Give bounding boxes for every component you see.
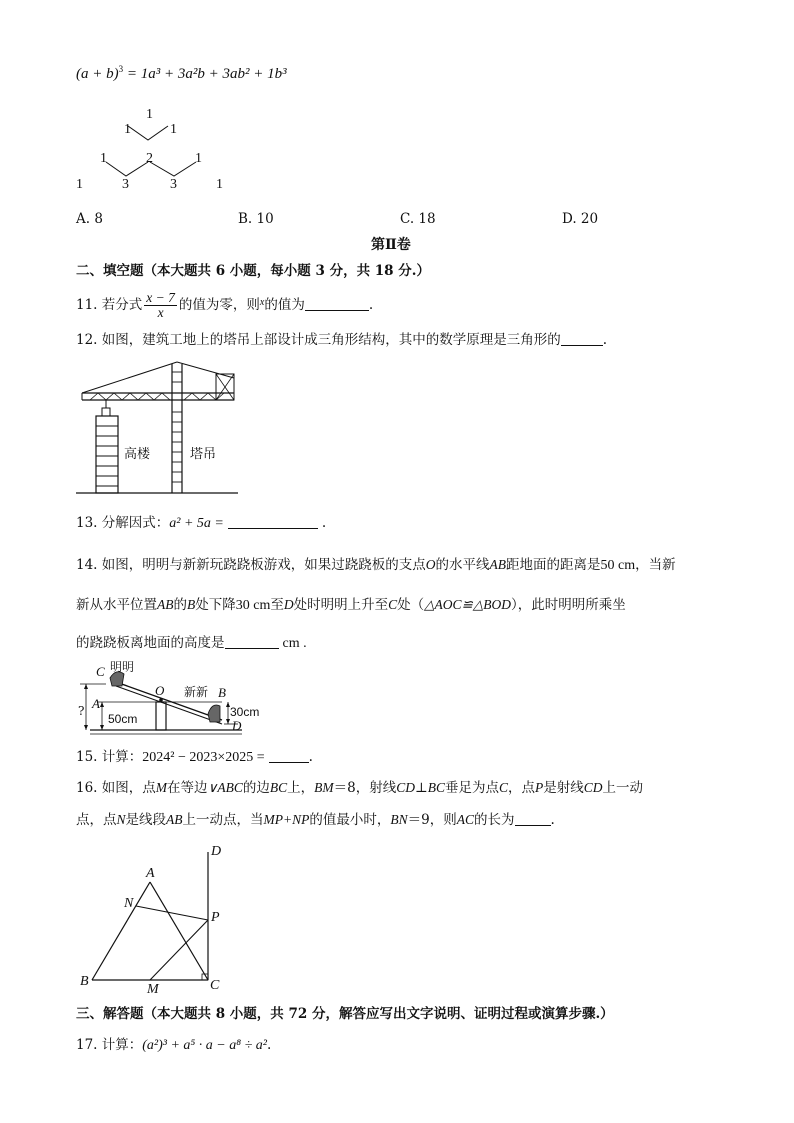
pascal-row3-2: 2 bbox=[146, 151, 153, 166]
q17-end: . bbox=[267, 1037, 272, 1053]
label-crane: 塔吊 bbox=[190, 447, 217, 462]
q15-prefix: 15. 计算： bbox=[76, 749, 143, 765]
q14-l3-unit: cm . bbox=[282, 636, 307, 651]
question-12 bbox=[76, 331, 607, 349]
seesaw-label-D: D bbox=[232, 718, 242, 733]
q12-answer-blank[interactable] bbox=[561, 332, 603, 346]
q14-l2-B: B bbox=[187, 597, 196, 612]
seesaw-label-mingming: 明明 bbox=[110, 660, 135, 674]
question-17 bbox=[76, 1036, 271, 1055]
q16-l2-end: . bbox=[550, 812, 555, 828]
q14-l2-g: ），此时明明所乘坐 bbox=[510, 597, 626, 613]
pascal-row2-2: 1 bbox=[170, 122, 177, 137]
question-11 bbox=[76, 286, 373, 322]
tri-label-A: A bbox=[146, 866, 155, 881]
q11-end: . bbox=[368, 297, 374, 313]
q14-l2-d: 至 bbox=[270, 597, 284, 613]
question-16-line2 bbox=[76, 811, 555, 829]
label-building: 高楼 bbox=[124, 447, 151, 462]
seesaw-label-B: B bbox=[218, 685, 226, 700]
q16-l2-d: 的值最小时， bbox=[309, 812, 391, 828]
q17-expression: (a²)³ + a⁵ · a − a⁸ ÷ a² bbox=[142, 1038, 267, 1053]
q16-l2-bn: BN bbox=[390, 812, 408, 827]
question-14-line2 bbox=[76, 596, 626, 615]
q11-fraction bbox=[144, 291, 177, 320]
q13-answer-blank[interactable] bbox=[228, 515, 318, 529]
q16-l1-d: 上， bbox=[287, 780, 315, 796]
pascal-row4-2: 3 bbox=[122, 177, 129, 192]
q16-l2-f: 的长为 bbox=[474, 812, 515, 828]
q16-l1-f: 垂足为点 bbox=[445, 780, 499, 796]
q14-answer-blank[interactable] bbox=[225, 635, 279, 649]
q14-l2-b: 的 bbox=[173, 597, 187, 613]
q16-answer-blank[interactable] bbox=[515, 812, 551, 826]
section3-heading: 三、解答题（本大题共 8 小题，共 72 分，解答应写出文字说明、证明过程或演算步骤.） bbox=[76, 1006, 614, 1022]
q15-expression: 2024² − 2023×2025 = bbox=[142, 750, 265, 765]
q14-l2-ab: AB bbox=[157, 597, 174, 612]
q16-l2-ac: AC bbox=[456, 812, 474, 827]
pascal-row1-1: 1 bbox=[146, 107, 153, 122]
q14-l2-f: 处（ bbox=[397, 597, 425, 613]
q16-l2-b: 是线段 bbox=[125, 812, 167, 828]
q16-l2-c: 上一动点，当 bbox=[182, 812, 264, 828]
q16-l1-C: C bbox=[499, 780, 509, 795]
pascal-row4-1: 1 bbox=[76, 177, 83, 192]
tri-label-D: D bbox=[211, 844, 222, 859]
q11-numerator: x − 7 bbox=[146, 290, 175, 305]
q16-l1-h: 是射线 bbox=[543, 780, 584, 796]
q16-l1-a: 16. 如图，点 bbox=[76, 780, 156, 796]
q16-l2-expr: MP+NP bbox=[263, 812, 310, 827]
q16-l1-P: P bbox=[535, 780, 544, 795]
q16-l1-perp: ⊥ bbox=[415, 780, 428, 796]
q16-l1-b: 在等边 bbox=[167, 780, 208, 796]
q14-l1-o: O bbox=[425, 557, 436, 572]
option-c: C. 18 bbox=[400, 211, 436, 227]
q16-l1-g: ，点 bbox=[508, 780, 536, 796]
formula-exponent: 3 bbox=[118, 64, 124, 74]
crane-figure bbox=[76, 360, 246, 500]
q11-prefix: 11. 若分式 bbox=[76, 297, 143, 313]
q16-l2-e: ＝9，则 bbox=[407, 812, 457, 828]
q14-l3-a: 的跷跷板离地面的高度是 bbox=[76, 635, 225, 651]
q15-answer-blank[interactable] bbox=[269, 749, 309, 763]
q14-l1-c: 距地面的距离是 bbox=[506, 557, 601, 573]
seesaw-label-xinxin: 新新 bbox=[184, 685, 209, 699]
q11-suffix2: 的值为 bbox=[264, 297, 305, 313]
tri-label-P: P bbox=[211, 910, 220, 925]
pascal-row4-4: 1 bbox=[216, 177, 223, 192]
q14-l2-a: 新从水平位置 bbox=[76, 597, 157, 613]
q14-l2-val: 30 cm bbox=[235, 598, 271, 613]
formula-lhs: (a + b) bbox=[76, 66, 119, 82]
seesaw-label-O: O bbox=[155, 683, 165, 698]
pascal-triangle-figure bbox=[70, 100, 240, 200]
option-a: A. 8 bbox=[76, 211, 103, 227]
tri-label-M: M bbox=[147, 982, 159, 997]
q13-prefix: 13. 分解因式： bbox=[76, 515, 170, 531]
q16-l1-cd: CD bbox=[396, 780, 416, 795]
q13-end: . bbox=[321, 515, 327, 531]
tri-label-N: N bbox=[124, 896, 134, 911]
section2-heading: 二、填空题（本大题共 6 小题，每小题 3 分，共 18 分.） bbox=[76, 263, 430, 279]
q16-l2-N: N bbox=[116, 812, 126, 827]
q16-l1-tri: ∨ABC bbox=[207, 780, 243, 795]
q16-l1-bm: BM bbox=[314, 780, 334, 795]
q11-answer-blank[interactable] bbox=[305, 297, 369, 311]
q16-l1-cd2: CD bbox=[583, 780, 603, 795]
q16-l1-e: ＝8，射线 bbox=[333, 780, 397, 796]
option-d: D. 20 bbox=[562, 211, 599, 227]
q14-l1-d: ，当新 bbox=[635, 557, 676, 573]
question-16-line1 bbox=[76, 779, 643, 797]
q16-l1-bc2: BC bbox=[427, 780, 445, 795]
q14-l2-c: 处下降 bbox=[195, 597, 236, 613]
tri-label-B: B bbox=[80, 974, 89, 989]
q12-end: . bbox=[602, 332, 608, 348]
q13-expression: a² + 5a = bbox=[169, 516, 224, 531]
q14-l2-cong: △AOC≌△BOD bbox=[424, 597, 511, 612]
q17-prefix: 17. 计算： bbox=[76, 1037, 143, 1053]
question-15 bbox=[76, 748, 313, 767]
q14-l1-val: 50 cm bbox=[600, 558, 636, 573]
seesaw-label-question: ? bbox=[78, 704, 85, 718]
q15-end: . bbox=[308, 749, 313, 765]
seesaw-label-30cm: 30cm bbox=[230, 705, 260, 719]
question-13 bbox=[76, 514, 326, 533]
q11-denominator: x bbox=[157, 305, 164, 320]
question-14-line3 bbox=[76, 634, 307, 653]
seesaw-label-50cm: 50cm bbox=[108, 712, 138, 726]
q16-l1-i: 上一动 bbox=[602, 780, 644, 796]
part2-title: 第Ⅱ卷 bbox=[371, 237, 411, 253]
q14-l2-C: C bbox=[388, 597, 398, 612]
pascal-row3-3: 1 bbox=[195, 151, 202, 166]
pascal-row3-1: 1 bbox=[100, 151, 107, 166]
tri-label-C: C bbox=[210, 978, 220, 993]
formula-rhs: = 1a³ + 3a²b + 3ab² + 1b³ bbox=[126, 66, 287, 82]
q14-l1-ab: AB bbox=[489, 557, 507, 572]
question-14-line1 bbox=[76, 556, 676, 575]
q14-l2-e: 处时明明上升至 bbox=[293, 597, 389, 613]
seesaw-label-C: C bbox=[96, 664, 105, 679]
q11-suffix1: 的值为零，则 bbox=[178, 297, 260, 313]
q11-variable: x bbox=[259, 297, 265, 308]
option-b: B. 10 bbox=[238, 211, 274, 227]
q12-text: 12. 如图，建筑工地上的塔吊上部设计成三角形结构，其中的数学原理是三角形的 bbox=[76, 332, 561, 348]
q16-l1-M: M bbox=[155, 780, 168, 795]
pascal-row2-1: 1 bbox=[124, 122, 131, 137]
q14-l1-a: 14. 如图，明明与新新玩跷跷板游戏，如果过跷跷板的支点 bbox=[76, 557, 426, 573]
q14-l2-D: D bbox=[283, 597, 294, 612]
q16-l1-bc: BC bbox=[269, 780, 288, 795]
seesaw-label-A: A bbox=[92, 696, 100, 711]
binomial-formula bbox=[76, 66, 287, 83]
q16-l1-c: 的边 bbox=[242, 780, 270, 796]
q16-l2-ab: AB bbox=[166, 812, 183, 827]
q14-l1-b: 的水平线 bbox=[435, 557, 490, 573]
q16-l2-a: 点，点 bbox=[76, 812, 117, 828]
pascal-row4-3: 3 bbox=[170, 177, 177, 192]
